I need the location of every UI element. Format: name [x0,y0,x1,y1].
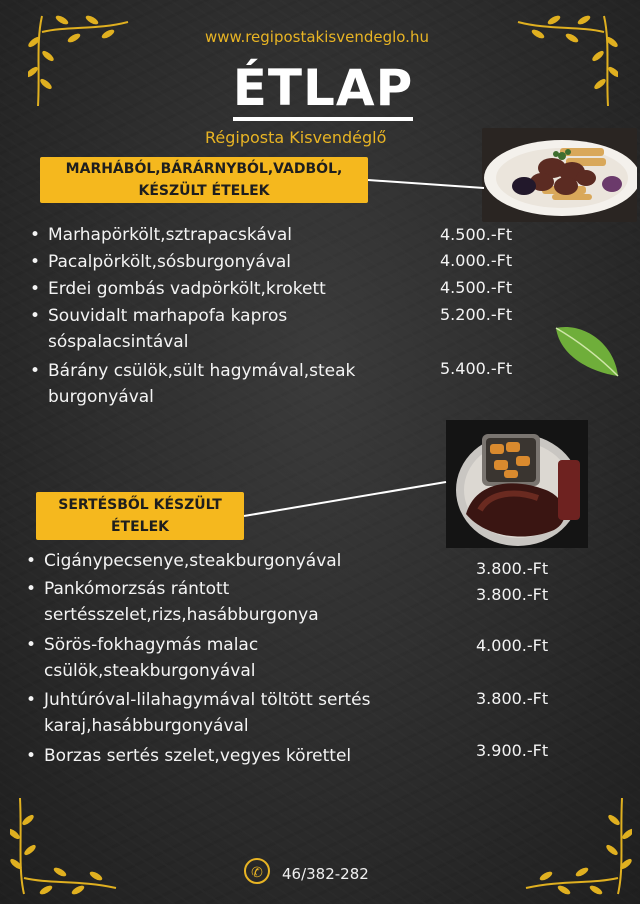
page-title-text: ÉTLAP [233,59,413,121]
bullet-icon: • [30,225,41,245]
menu-item-name: Borzas sertés szelet,vegyes körettel [44,746,352,766]
menu-item-name: Erdei gombás vadpörkölt,krokett [48,279,326,299]
website-link[interactable]: www.regipostakisvendeglo.hu [205,28,429,46]
menu-item [26,632,259,684]
menu-item-name-continued: csülök,steakburgonyával [44,661,256,681]
section-title-line: KÉSZÜLT ÉTELEK [138,183,270,199]
menu-item-name: Pacalpörkölt,sósburgonyával [48,252,292,272]
bullet-icon: • [26,746,37,766]
section-title-line: SERTÉSBŐL KÉSZÜLT [58,497,222,513]
bullet-icon: • [30,279,41,299]
menu-item-name: Juhtúróval-lilahagymával töltött sertés [44,690,371,710]
menu-item-name-continued: sertésszelet,rizs,hasábburgonya [44,605,319,625]
menu-item-name: Souvidalt marhapofa kapros [48,306,288,326]
section-title-line: ÉTELEK [110,519,169,535]
menu-item [26,576,319,628]
bullet-icon: • [30,361,41,381]
menu-item-name: Cigánypecsenye,steakburgonyával [44,551,342,571]
bullet-icon: • [30,252,41,272]
bullet-icon: • [26,690,37,710]
menu-item-name: Marhapörkölt,sztrapacskával [48,225,293,245]
menu-item [30,276,326,302]
menu-item-price: 3.800.-Ft [476,559,549,578]
menu-item-name: Bárány csülök,sült hagymával,steak [48,361,356,381]
menu-item-price: 4.500.-Ft [440,225,513,244]
bullet-icon: • [26,635,37,655]
menu-item [30,303,288,355]
menu-item-name: Sörös-fokhagymás malac [44,635,259,655]
menu-item-price: 5.400.-Ft [440,359,513,378]
menu-item-price: 3.800.-Ft [476,689,549,708]
menu-item [26,548,342,574]
menu-item-price: 4.000.-Ft [440,251,513,270]
bullet-icon: • [30,306,41,326]
restaurant-name: Régiposta Kisvendéglő [205,128,387,147]
menu-item-price: 3.800.-Ft [476,585,549,604]
menu-item-price: 3.900.-Ft [476,741,549,760]
menu-item-price: 4.000.-Ft [476,636,549,655]
menu-item-name-continued: sóspalacsintával [48,332,189,352]
menu-item [30,222,293,248]
menu-item-name-continued: burgonyával [48,387,154,407]
bullet-icon: • [26,551,37,571]
menu-item [30,249,292,275]
menu-item [26,743,352,769]
section-header-pork [36,492,244,540]
menu-item-price: 4.500.-Ft [440,278,513,297]
bullet-icon: • [26,579,37,599]
menu-item [30,358,356,410]
section-header-beef-lamb-game [40,157,368,203]
section-title-line: MARHÁBÓL,BÁRÁRNYBÓL,VADBÓL, [65,161,343,177]
phone-icon[interactable]: ✆ [244,858,270,884]
menu-item-name: Pankómorzsás rántott [44,579,230,599]
menu-item-name-continued: karaj,hasábburgonyával [44,716,249,736]
menu-item-price: 5.200.-Ft [440,305,513,324]
menu-item [26,687,371,739]
phone-number[interactable]: 46/382-282 [282,865,369,883]
